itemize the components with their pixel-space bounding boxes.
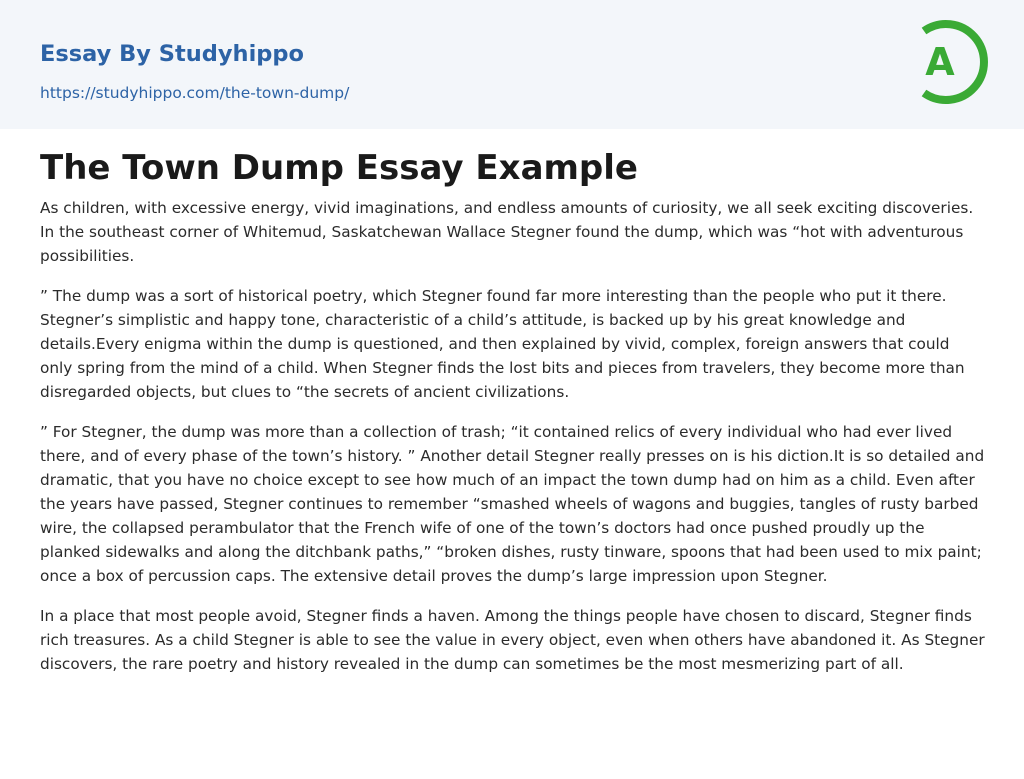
paragraph-4: In a place that most people avoid, Stegner finds a haven. Among the things people have chosen to discard, Stegner finds rich treasures. As a child Stegner is able to see the value in every object, even when others have abandoned it. As Stegner discovers, the rare poetry and history revealed in the dump can sometimes be the most mesmerizing part of all. [40, 607, 985, 673]
circle-a-logo-icon[interactable] [910, 18, 988, 106]
logo-letter: A [925, 40, 955, 84]
page-url-link[interactable]: https://studyhippo.com/the-town-dump/ [40, 84, 350, 102]
paragraph-1: As children, with excessive energy, vivid imaginations, and endless amounts of curiosity, we all seek exciting discoveries. In the southeast corner of Whitemud, Saskatchewan Wallace Stegner found the dump, which was “hot with adventurous possibilities. [40, 199, 974, 265]
essay-content [40, 143, 985, 692]
site-name[interactable]: Essay By Studyhippo [40, 41, 304, 67]
paragraph-3: ” For Stegner, the dump was more than a collection of trash; “it contained relics of every individual who had ever lived there, and of every phase of the town’s history. ” Another detail Stegner really presses on is his diction.It is so detailed and dramatic, that you have no choice except to see how much of an impact the town dump had on him as a child. Even after the years have passed, Stegner continues to remember “smashed wheels of wagons and buggies, tangles of rusty barbed wire, the collapsed perambulator that the French wife of one of the town’s doctors had once pushed proudly up the planked sidewalks and along the ditchbank paths,” “broken dishes, rusty tinware, spoons that had been used to mix paint; once a box of percussion caps. The extensive detail proves the dump’s large impression upon Stegner. [40, 423, 985, 585]
paragraph-2: ” The dump was a sort of historical poetry, which Stegner found far more interesting than the people who put it there. Stegner’s simplistic and happy tone, characteristic of a child’s attitude, is backed up by his great knowledge and details.Every enigma within the dump is questioned, and then explained by vivid, complex, foreign answers that could only spring from the mind of a child. When Stegner finds the lost bits and pieces from travelers, they become more than disregarded objects, but clues to “the secrets of ancient civilizations. [40, 287, 965, 401]
page-title: The Town Dump Essay Example [40, 148, 638, 188]
site-header [0, 0, 1024, 129]
